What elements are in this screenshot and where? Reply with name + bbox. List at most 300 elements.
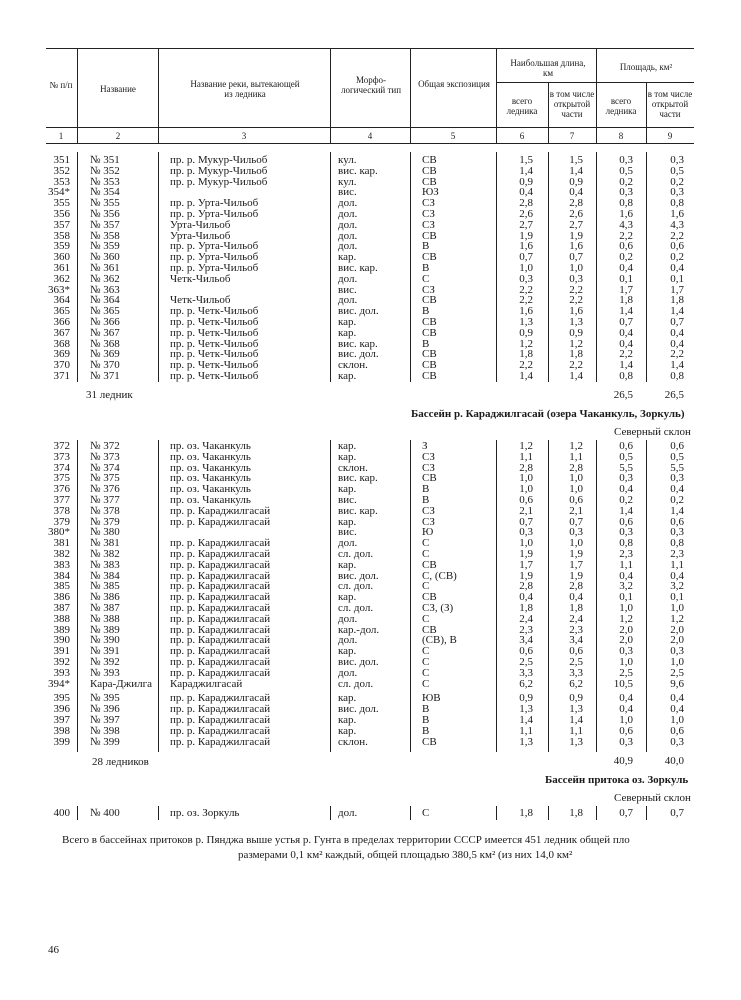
- cell-exposure: СВ: [422, 472, 437, 485]
- cell-area-total: 1,4: [619, 305, 633, 318]
- cell-area-open: 2,2: [670, 229, 684, 242]
- cell-area-total: 1,1: [619, 558, 633, 571]
- cell-length-open: 2,3: [569, 623, 583, 636]
- cell-exposure: СЗ: [422, 515, 435, 528]
- cell-area-total: 0,3: [619, 735, 633, 748]
- cell-area-total: 0,1: [619, 272, 633, 285]
- cell-morph-type: кар.-дол.: [338, 623, 380, 636]
- cell-river: пр. р. Караджилгасай: [170, 655, 271, 668]
- cell-area-open: 0,7: [670, 807, 684, 819]
- cell-length-total: 2,4: [519, 612, 533, 625]
- cell-morph-type: кар.: [338, 326, 357, 339]
- cell-length-total: 2,8: [519, 461, 533, 474]
- cell-length-total: 1,4: [519, 164, 533, 177]
- cell-exposure: СВ: [422, 294, 437, 307]
- cell-name: № 359: [90, 240, 120, 253]
- cell-number: 359: [53, 240, 70, 253]
- cell-morph-type: кар.: [338, 692, 357, 705]
- cell-length-total: 2,3: [519, 623, 533, 636]
- cell-exposure: СВ: [422, 369, 437, 382]
- cell-morph-type: вис.: [338, 526, 357, 539]
- cell-number: 385: [53, 580, 70, 593]
- header-vline: [410, 48, 411, 143]
- cell-length-total: 1,9: [519, 229, 533, 242]
- cell-name: № 375: [90, 472, 120, 485]
- cell-name: № 380: [90, 526, 120, 539]
- cell-area-open: 0,4: [670, 692, 684, 705]
- cell-length-total: 1,6: [519, 240, 533, 253]
- cell-length-open: 1,6: [569, 305, 583, 318]
- cell-name: № 363: [90, 283, 120, 296]
- cell-length-open: 3,4: [569, 634, 583, 647]
- cell-area-total: 0,1: [619, 591, 633, 604]
- section3-row: [0, 808, 741, 819]
- cell-length-open: 1,0: [569, 261, 583, 274]
- cell-name: № 395: [90, 692, 120, 705]
- cell-area-open: 0,5: [670, 164, 684, 177]
- cell-morph-type: сл. дол.: [338, 601, 374, 614]
- cell-exposure: В: [422, 337, 430, 350]
- section2-title: Бассейн р. Караджилгасай (озера Чаканкуль, Зоркуль): [411, 408, 685, 420]
- cell-length-total: 1,0: [519, 537, 533, 550]
- cell-morph-type: дол.: [338, 612, 358, 625]
- cell-area-total: 0,4: [619, 337, 633, 350]
- cell-number: 382: [53, 547, 70, 560]
- cell-length-open: 1,4: [569, 713, 583, 726]
- cell-exposure: СЗ, (З): [422, 601, 454, 614]
- cell-length-total: 2,2: [519, 283, 533, 296]
- cell-length-total: 2,8: [519, 580, 533, 593]
- cell-area-open: 0,3: [670, 526, 684, 539]
- cell-area-open: 1,0: [670, 655, 684, 668]
- header-vline: [496, 48, 497, 143]
- cell-length-total: 0,3: [519, 526, 533, 539]
- cell-number: 396: [53, 703, 70, 716]
- cell-area-total: 0,3: [619, 526, 633, 539]
- cell-name: № 391: [90, 645, 120, 658]
- cell-exposure: В: [422, 493, 430, 506]
- cell-morph-type: кар.: [338, 645, 357, 658]
- cell-name: № 356: [90, 207, 120, 220]
- cell-area-open: 0,4: [670, 703, 684, 716]
- cell-river: пр. оз. Чаканкуль: [170, 461, 251, 474]
- cell-area-total: 0,3: [619, 154, 633, 166]
- cell-area-open: 0,7: [670, 315, 684, 328]
- cell-area-open: 0,4: [670, 337, 684, 350]
- cell-river: пр. р. Караджилгасай: [170, 580, 271, 593]
- cell-area-total: 0,6: [619, 240, 633, 253]
- cell-length-open: 3,3: [569, 666, 583, 679]
- cell-length-open: 1,4: [569, 369, 583, 382]
- cell-number: 375: [53, 472, 70, 485]
- cell-name: № 396: [90, 703, 120, 716]
- cell-name: № 351: [90, 154, 120, 166]
- cell-length-open: 1,0: [569, 472, 583, 485]
- section3-slope: Северный склон: [614, 792, 691, 804]
- cell-morph-type: кар.: [338, 369, 357, 382]
- cell-length-open: 1,7: [569, 558, 583, 571]
- cell-exposure: СЗ: [422, 504, 435, 517]
- cell-area-open: 0,3: [670, 472, 684, 485]
- cell-area-open: 1,0: [670, 713, 684, 726]
- cell-area-open: 0,2: [670, 175, 684, 188]
- table-row: [0, 166, 741, 177]
- cell-morph-type: дол.: [338, 294, 358, 307]
- cell-area-open: 2,0: [670, 623, 684, 636]
- cell-area-total: 1,4: [619, 359, 633, 372]
- cell-number: 351: [53, 154, 70, 166]
- cell-name: № 368: [90, 337, 120, 350]
- cell-morph-type: вис. кар.: [338, 472, 378, 485]
- cell-morph-type: склон.: [338, 461, 368, 474]
- cell-length-open: 0,4: [569, 591, 583, 604]
- cell-length-total: 2,2: [519, 294, 533, 307]
- section1-rows: [0, 155, 741, 382]
- cell-river: пр. оз. Зоркуль: [170, 807, 240, 819]
- colnum-5: 5: [450, 131, 456, 141]
- table-row: [0, 220, 741, 231]
- cell-exposure: СЗ: [422, 218, 435, 231]
- cell-number: 362: [53, 272, 70, 285]
- cell-length-open: 1,3: [569, 703, 583, 716]
- cell-name: № 387: [90, 601, 120, 614]
- cell-exposure: СВ: [422, 558, 437, 571]
- cell-area-open: 0,3: [670, 735, 684, 748]
- cell-morph-type: дол.: [338, 634, 358, 647]
- cell-exposure: СВ: [422, 359, 437, 372]
- length-group-rule: [496, 82, 694, 83]
- cell-morph-type: кар.: [338, 515, 357, 528]
- footer-line-2: размерами 0,1 км² каждый, общей площадью 380,5 км² (из них 14,0 км²: [238, 849, 573, 861]
- colnum-7: 7: [569, 131, 575, 141]
- cell-exposure: (СВ), В: [422, 634, 457, 647]
- cell-river: пр. р. Урта-Чильоб: [170, 207, 259, 220]
- cell-river: пр. р. Караджилгасай: [170, 504, 271, 517]
- cell-river: пр. р. Мукур-Чильоб: [170, 175, 268, 188]
- cell-area-total: 0,8: [619, 369, 633, 382]
- header-vline: [158, 48, 159, 143]
- cell-length-total: 0,4: [519, 186, 533, 199]
- cell-length-total: 2,5: [519, 655, 533, 668]
- cell-length-open: 0,6: [569, 645, 583, 658]
- cell-name: № 367: [90, 326, 120, 339]
- cell-name: № 388: [90, 612, 120, 625]
- cell-length-open: 0,4: [569, 186, 583, 199]
- cell-name: № 390: [90, 634, 120, 647]
- cell-area-total: 0,4: [619, 483, 633, 496]
- cell-area-open: 0,8: [670, 197, 684, 210]
- cell-name: № 371: [90, 369, 120, 382]
- cell-exposure: В: [422, 240, 430, 253]
- colnum-8: 8: [618, 131, 624, 141]
- cell-river: пр. р. Урта-Чильоб: [170, 251, 259, 264]
- cell-number: 388: [53, 612, 70, 625]
- cell-exposure: С: [422, 807, 430, 819]
- cell-area-open: 0,3: [670, 154, 684, 166]
- cell-area-open: 1,6: [670, 207, 684, 220]
- cell-area-total: 2,0: [619, 634, 633, 647]
- cell-length-total: 1,1: [519, 450, 533, 463]
- table-row: [0, 506, 741, 517]
- cell-river: пр. р. Караджилгасай: [170, 515, 271, 528]
- cell-length-total: 2,7: [519, 218, 533, 231]
- cell-number: 374: [53, 461, 70, 474]
- cell-river: пр. р. Караджилгасай: [170, 645, 271, 658]
- cell-length-open: 1,9: [569, 547, 583, 560]
- cell-morph-type: дол.: [338, 666, 358, 679]
- cell-area-total: 0,8: [619, 537, 633, 550]
- cell-morph-type: дол.: [338, 229, 358, 242]
- cell-river: Урта-Чильоб: [170, 218, 231, 231]
- cell-length-open: 2,5: [569, 655, 583, 668]
- cell-exposure: СЗ: [422, 461, 435, 474]
- cell-morph-type: вис. дол.: [338, 569, 379, 582]
- cell-morph-type: вис. дол.: [338, 655, 379, 668]
- cell-length-total: 1,5: [519, 154, 533, 166]
- cell-area-total: 2,3: [619, 547, 633, 560]
- cell-length-total: 1,7: [519, 558, 533, 571]
- cell-number: 378: [53, 504, 70, 517]
- cell-length-total: 1,4: [519, 713, 533, 726]
- cell-number: 357: [53, 218, 70, 231]
- cell-river: пр. р. Караджилгасай: [170, 724, 271, 737]
- colnum-3: 3: [241, 131, 247, 141]
- cell-length-total: 1,0: [519, 472, 533, 485]
- cell-area-total: 0,7: [619, 315, 633, 328]
- cell-length-open: 2,1: [569, 504, 583, 517]
- cell-river: пр. р. Четк-Чильоб: [170, 305, 259, 318]
- cell-exposure: З: [422, 440, 428, 452]
- cell-number: 372: [53, 440, 70, 452]
- cell-area-open: 0,5: [670, 450, 684, 463]
- section2-count: 28 ледников: [92, 756, 149, 768]
- cell-exposure: С: [422, 677, 430, 690]
- cell-area-open: 1,7: [670, 283, 684, 296]
- cell-number: 399: [53, 735, 70, 748]
- cell-name: № 400: [90, 807, 120, 819]
- cell-number: 389: [53, 623, 70, 636]
- cell-area-open: 3,2: [670, 580, 684, 593]
- cell-name: № 372: [90, 440, 120, 452]
- table-row: [0, 737, 741, 748]
- cell-area-open: 2,2: [670, 348, 684, 361]
- cell-length-open: 0,9: [569, 692, 583, 705]
- cell-exposure: СВ: [422, 164, 437, 177]
- cell-number: 400: [53, 807, 70, 819]
- cell-exposure: С, (СВ): [422, 569, 457, 582]
- cell-area-total: 0,3: [619, 645, 633, 658]
- cell-morph-type: кар.: [338, 558, 357, 571]
- cell-length-total: 0,7: [519, 515, 533, 528]
- cell-number: 376: [53, 483, 70, 496]
- cell-area-open: 0,1: [670, 272, 684, 285]
- cell-exposure: ЮЗ: [422, 186, 439, 199]
- cell-area-total: 1,8: [619, 294, 633, 307]
- cell-name: № 379: [90, 515, 120, 528]
- cell-river: пр. р. Караджилгасай: [170, 612, 271, 625]
- cell-length-open: 1,8: [569, 601, 583, 614]
- cell-exposure: В: [422, 713, 430, 726]
- cell-exposure: В: [422, 703, 430, 716]
- cell-length-total: 1,0: [519, 483, 533, 496]
- cell-name: № 357: [90, 218, 120, 231]
- cell-name: № 399: [90, 735, 120, 748]
- cell-name: № 369: [90, 348, 120, 361]
- cell-area-open: 9,6: [670, 677, 684, 690]
- cell-morph-type: кул.: [338, 175, 357, 188]
- cell-morph-type: сл. дол.: [338, 677, 374, 690]
- cell-name: Кара-Джилга: [90, 677, 152, 690]
- cell-length-open: 2,7: [569, 218, 583, 231]
- cell-length-total: 1,6: [519, 305, 533, 318]
- cell-morph-type: кар.: [338, 591, 357, 604]
- cell-area-total: 2,2: [619, 229, 633, 242]
- cell-area-open: 0,4: [670, 261, 684, 274]
- cell-morph-type: сл. дол.: [338, 547, 374, 560]
- cell-number: 379: [53, 515, 70, 528]
- cell-area-open: 0,4: [670, 569, 684, 582]
- cell-area-open: 0,6: [670, 515, 684, 528]
- cell-length-total: 0,7: [519, 251, 533, 264]
- cell-exposure: СВ: [422, 735, 437, 748]
- cell-morph-type: вис.: [338, 493, 357, 506]
- cell-morph-type: дол.: [338, 537, 358, 550]
- cell-river: пр. оз. Чаканкуль: [170, 493, 251, 506]
- cell-number: 371: [53, 369, 70, 382]
- cell-name: № 393: [90, 666, 120, 679]
- cell-length-total: 2,1: [519, 504, 533, 517]
- cell-length-open: 1,2: [569, 440, 583, 452]
- cell-number: 387: [53, 601, 70, 614]
- cell-length-open: 1,3: [569, 315, 583, 328]
- cell-area-open: 5,5: [670, 461, 684, 474]
- cell-exposure: С: [422, 645, 430, 658]
- cell-exposure: СЗ: [422, 207, 435, 220]
- cell-length-total: 0,3: [519, 272, 533, 285]
- header-vline: [596, 48, 597, 143]
- cell-length-total: 0,9: [519, 175, 533, 188]
- cell-river: пр. р. Караджилгасай: [170, 735, 271, 748]
- header-col1: № п/п: [49, 80, 73, 90]
- cell-name: № 352: [90, 164, 120, 177]
- table-row: [0, 328, 741, 339]
- cell-exposure: В: [422, 724, 430, 737]
- section2-rows: [0, 441, 741, 747]
- cell-length-total: 3,3: [519, 666, 533, 679]
- cell-number: 365: [53, 305, 70, 318]
- cell-number: 397: [53, 713, 70, 726]
- cell-length-open: 2,2: [569, 359, 583, 372]
- cell-name: № 364: [90, 294, 120, 307]
- cell-length-open: 1,9: [569, 229, 583, 242]
- cell-river: пр. р. Караджилгасай: [170, 558, 271, 571]
- cell-length-open: 1,9: [569, 569, 583, 582]
- header-col2: Название: [100, 84, 136, 94]
- cell-number: 390: [53, 634, 70, 647]
- cell-area-total: 2,5: [619, 666, 633, 679]
- cell-number: 384: [53, 569, 70, 582]
- cell-area-total: 1,7: [619, 283, 633, 296]
- cell-length-open: 2,6: [569, 207, 583, 220]
- cell-exposure: С: [422, 655, 430, 668]
- cell-exposure: СВ: [422, 154, 437, 166]
- cell-length-open: 0,7: [569, 515, 583, 528]
- cell-length-total: 6,2: [519, 677, 533, 690]
- cell-length-open: 0,9: [569, 326, 583, 339]
- cell-number: 366: [53, 315, 70, 328]
- cell-length-open: 1,6: [569, 240, 583, 253]
- cell-area-open: 0,8: [670, 537, 684, 550]
- cell-length-open: 1,8: [569, 807, 583, 819]
- cell-exposure: СВ: [422, 175, 437, 188]
- cell-number: 380*: [48, 526, 70, 539]
- cell-area-open: 0,8: [670, 369, 684, 382]
- cell-exposure: В: [422, 261, 430, 274]
- cell-area-open: 4,3: [670, 218, 684, 231]
- cell-name: № 370: [90, 359, 120, 372]
- cell-area-total: 2,0: [619, 623, 633, 636]
- cell-morph-type: кар.: [338, 440, 357, 452]
- cell-river: пр. р. Караджилгасай: [170, 569, 271, 582]
- cell-length-total: 1,8: [519, 601, 533, 614]
- cell-name: № 385: [90, 580, 120, 593]
- cell-name: № 398: [90, 724, 120, 737]
- cell-length-open: 1,0: [569, 483, 583, 496]
- cell-name: № 384: [90, 569, 120, 582]
- cell-length-total: 1,3: [519, 703, 533, 716]
- cell-area-total: 0,2: [619, 175, 633, 188]
- cell-area-total: 0,6: [619, 724, 633, 737]
- section1-area-total: 26,5: [613, 389, 633, 401]
- cell-river: пр. р. Караджилгасай: [170, 623, 271, 636]
- cell-area-total: 0,4: [619, 569, 633, 582]
- cell-area-total: 1,2: [619, 612, 633, 625]
- cell-exposure: В: [422, 305, 430, 318]
- cell-river: пр. р. Караджилгасай: [170, 601, 271, 614]
- table-row: [0, 726, 741, 737]
- cell-exposure: СВ: [422, 251, 437, 264]
- header-col4: Морфо- логический тип: [340, 75, 402, 95]
- cell-length-total: 1,8: [519, 348, 533, 361]
- cell-river: пр. р. Караджилгасай: [170, 703, 271, 716]
- cell-name: № 386: [90, 591, 120, 604]
- cell-area-total: 1,0: [619, 655, 633, 668]
- cell-area-open: 1,0: [670, 601, 684, 614]
- table-row: [0, 371, 741, 382]
- cell-length-open: 2,2: [569, 294, 583, 307]
- cell-number: 370: [53, 359, 70, 372]
- cell-river: пр. р. Караджилгасай: [170, 666, 271, 679]
- cell-length-total: 1,9: [519, 547, 533, 560]
- cell-area-total: 0,2: [619, 493, 633, 506]
- cell-area-open: 1,1: [670, 558, 684, 571]
- table-row: [0, 808, 741, 819]
- cell-number: 381: [53, 537, 70, 550]
- cell-area-open: 0,1: [670, 591, 684, 604]
- cell-number: 352: [53, 164, 70, 177]
- cell-area-open: 0,3: [670, 645, 684, 658]
- cell-morph-type: вис.: [338, 283, 357, 296]
- cell-exposure: СВ: [422, 326, 437, 339]
- cell-area-open: 1,8: [670, 294, 684, 307]
- cell-exposure: СВ: [422, 591, 437, 604]
- cell-river: Четк-Чильоб: [170, 272, 231, 285]
- cell-length-total: 1,8: [519, 807, 533, 819]
- cell-name: № 397: [90, 713, 120, 726]
- cell-area-total: 10,5: [613, 677, 633, 690]
- cell-morph-type: сл. дол.: [338, 580, 374, 593]
- cell-length-total: 1,3: [519, 735, 533, 748]
